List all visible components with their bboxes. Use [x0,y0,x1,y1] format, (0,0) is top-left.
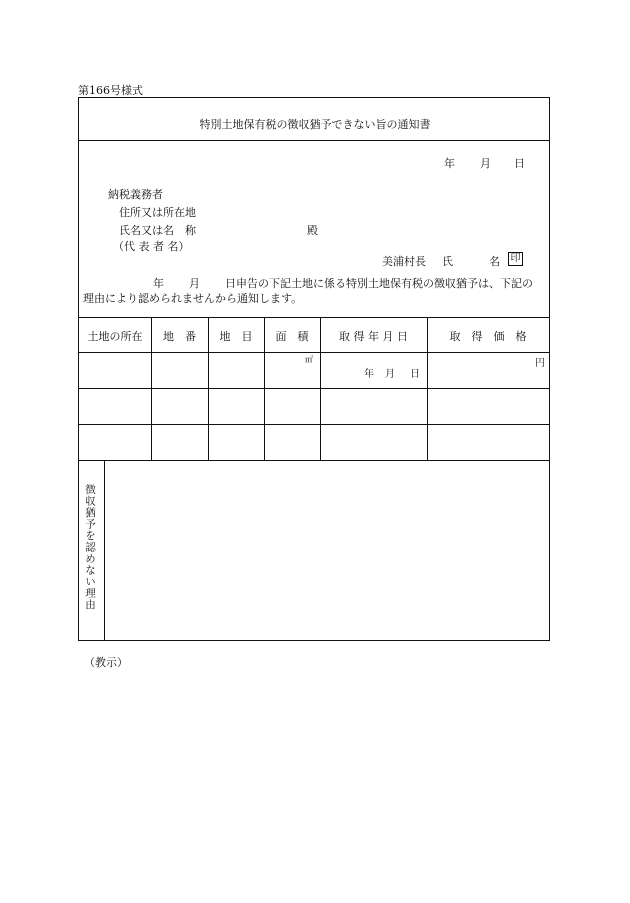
header-location: 土地の所在 [87,330,143,343]
title-divider [79,140,549,141]
notice-form [78,97,550,641]
issuer-name-label-2: 名 [489,255,500,268]
table-row-border-1 [79,388,549,389]
body-year: 年 [153,277,164,290]
table-bottom-border [79,460,549,461]
reason-divider [104,460,105,640]
body-line-1: 日申告の下記土地に係る特別土地保有税の徴収猶予は、下記の [225,277,533,290]
seal-icon: 印 [508,252,523,266]
name-label: 氏名又は名 称 [119,224,196,237]
header-lot-number: 地 番 [163,330,196,343]
header-land-category: 地 目 [219,330,253,343]
table-row-border-2 [79,424,549,425]
header-acquisition-date: 取 得 年 月 日 [339,330,408,343]
reason-label: 徴収猶予を認めない理由 [84,484,96,611]
date-day: 日 [514,157,525,170]
date-year: 年 [444,157,455,170]
date-month: 月 [480,157,491,170]
form-number: 第166号様式 [78,84,143,97]
header-area: 面 積 [275,330,309,343]
table-top-border [79,317,549,318]
acquisition-day-unit: 日 [410,369,420,380]
issuer-org: 美浦村長 [382,255,426,268]
taxpayer-heading: 納税義務者 [108,188,163,201]
acquisition-year-unit: 年 [364,369,374,380]
document-title: 特別土地保有税の徴収猶予できない旨の通知書 [199,118,431,131]
body-month: 月 [189,277,200,290]
address-label: 住所又は所在地 [119,206,196,219]
footnote: （教示） [84,656,128,669]
area-unit: ㎡ [305,355,313,364]
acquisition-month-unit: 月 [385,369,395,380]
issuer-name-label-1: 氏 [442,255,453,268]
honorific: 殿 [307,224,318,237]
table-header-border [79,352,549,353]
price-unit: 円 [535,358,545,369]
header-acquisition-price: 取 得 価 格 [449,330,527,343]
body-line-2: 理由により認められませんから通知します。 [83,292,303,305]
representative-label: （代 表 者 名） [113,240,190,253]
